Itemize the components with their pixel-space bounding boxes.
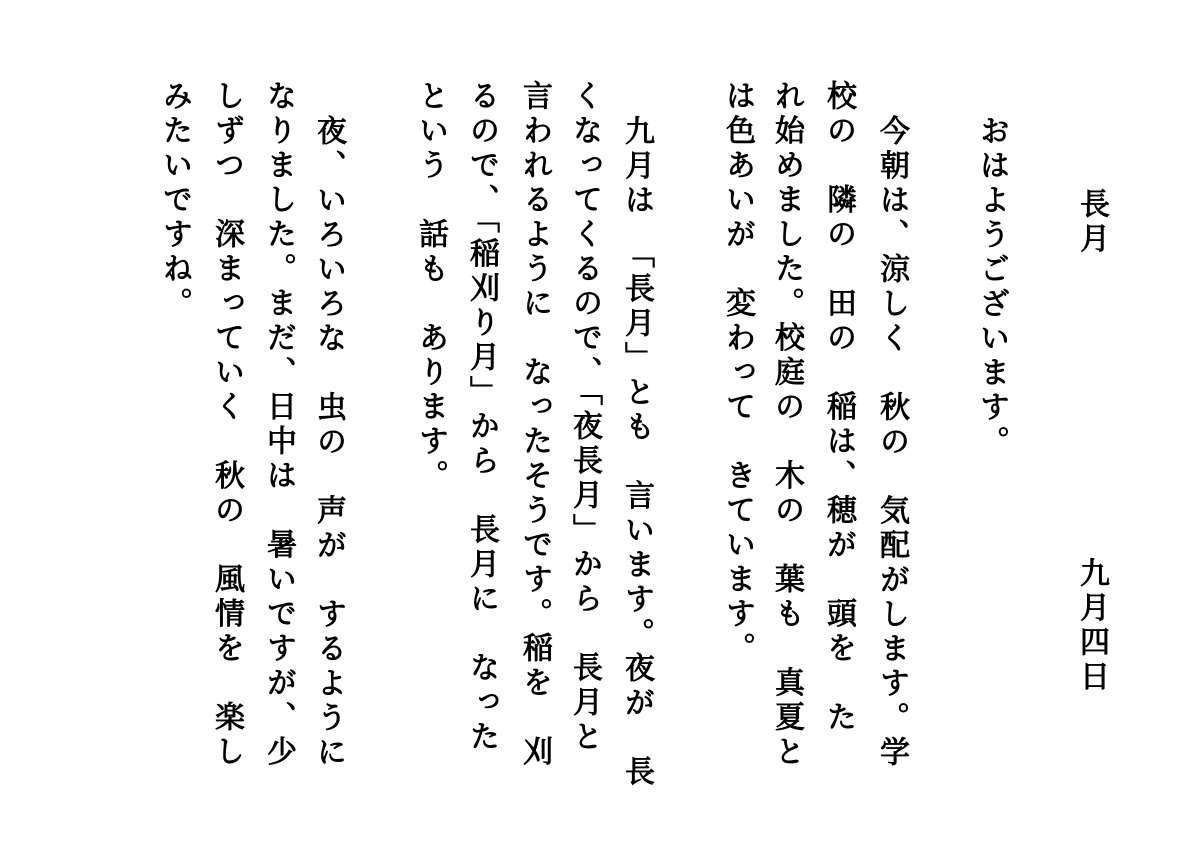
text-line: 言われるように なったそうです。稲を 刈: [517, 80, 552, 770]
text-line: みたいですね。: [157, 80, 192, 322]
text-line: れ始めました。校庭の 木の 葉も 真夏と: [769, 80, 804, 770]
text-line: は色あいが 変わって きています。: [720, 80, 755, 667]
text-line: という 話も あります。: [413, 80, 448, 494]
text-line: 夜、いろいろな 虫の 声が するように: [311, 115, 346, 771]
document-title: 長月: [1074, 188, 1109, 257]
text-line: おはようございます。: [974, 115, 1009, 460]
text-line: 今朝は、涼しく 秋の 気配がします。学: [874, 115, 909, 771]
text-line: くなってくるので、「夜長月」から 長月と: [567, 80, 602, 755]
document-date: 九月四日: [1074, 557, 1109, 695]
text-line: 九月は 「長月」とも 言います。夜が 長: [619, 115, 654, 790]
text-line: なりました。まだ、日中は 暑いですが、少: [261, 80, 296, 770]
text-line: 校の 隣の 田の 稲は、穂が 頭を た: [821, 80, 856, 736]
text-line: るので、「稲刈り月」から 長月に なった: [464, 80, 499, 755]
text-line: しずつ 深まっていく 秋の 風情を 楽し: [209, 80, 244, 770]
